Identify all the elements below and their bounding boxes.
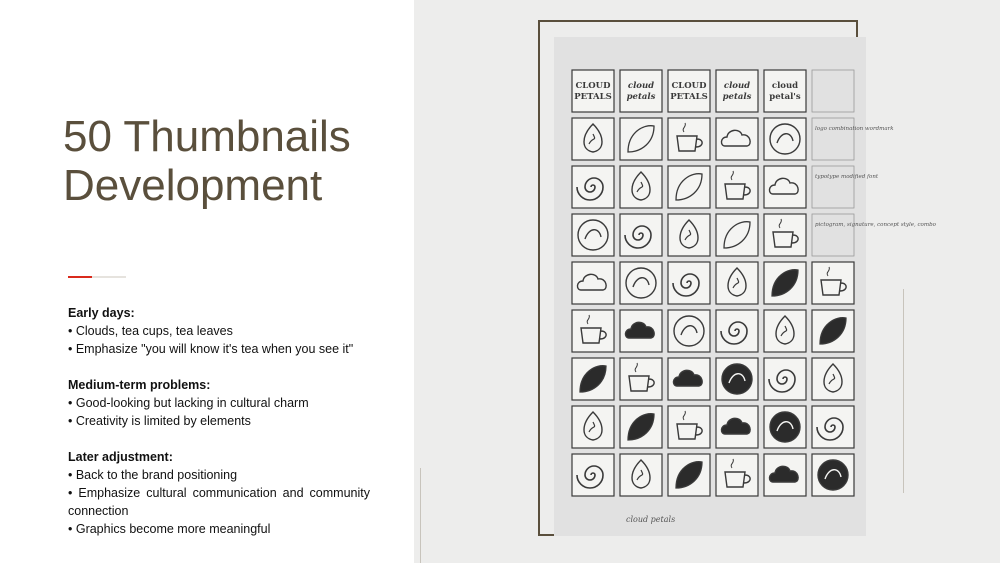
thumbnail-box bbox=[572, 166, 614, 208]
thumbnail-box bbox=[620, 118, 662, 160]
bullet-item: • Emphasize "you will know it's tea when you see it" bbox=[68, 342, 354, 356]
thumbnail-box bbox=[812, 406, 854, 448]
thumbnail-box bbox=[620, 70, 662, 112]
thumbnail-wordmark: petals bbox=[722, 92, 752, 102]
thumbnail-note: pictogram, signature, concept style, combo bbox=[815, 222, 936, 228]
thumbnail-box bbox=[716, 310, 758, 352]
thumbnail-box bbox=[716, 166, 758, 208]
thumbnail-wordmark: petals bbox=[626, 92, 656, 102]
bullet-item: • Emphasize cultural communication and community connection bbox=[68, 486, 370, 518]
thumbnail-box bbox=[812, 118, 854, 160]
bullet-item: • Good-looking but lacking in cultural charm bbox=[68, 396, 309, 410]
thumbnail-box bbox=[668, 118, 710, 160]
section-heading: Early days: bbox=[68, 306, 135, 320]
thumbnail-wordmark: petal's bbox=[769, 92, 801, 102]
circle-emblem-icon bbox=[818, 460, 848, 490]
thumbnail-box bbox=[668, 70, 710, 112]
circle-emblem-icon bbox=[722, 364, 752, 394]
thumbnail-box bbox=[716, 70, 758, 112]
thumbnail-box bbox=[812, 214, 854, 256]
thumbnail-wordmark: PETALS bbox=[574, 92, 612, 102]
thumbnail-box bbox=[764, 214, 806, 256]
page-title bbox=[63, 112, 351, 210]
section-heading: Medium-term problems: bbox=[68, 378, 211, 392]
title-line-2: Development bbox=[63, 161, 323, 210]
thumbnail-box bbox=[716, 454, 758, 496]
thumbnail-wordmark: cloud bbox=[771, 81, 799, 91]
thumbnail-sketch-sheet bbox=[554, 37, 936, 536]
thumbnail-box bbox=[572, 70, 614, 112]
title-line-1: 50 Thumbnails bbox=[63, 112, 351, 161]
section-early-days bbox=[68, 304, 370, 358]
signature-mark: cloud petals bbox=[626, 515, 676, 524]
section-later-adjustment bbox=[68, 448, 370, 538]
circle-emblem-icon bbox=[770, 412, 800, 442]
thumbnail-note: logo combination wordmark bbox=[815, 126, 894, 132]
thumbnail-note: typotype modified font bbox=[815, 174, 879, 180]
thumbnail-wordmark: CLOUD bbox=[575, 81, 611, 91]
bullet-item: • Creativity is limited by elements bbox=[68, 414, 251, 428]
divider-accent bbox=[68, 276, 92, 278]
thumbnail-wordmark: PETALS bbox=[670, 92, 708, 102]
thumbnail-box bbox=[764, 358, 806, 400]
decorative-line-right bbox=[903, 289, 904, 493]
section-medium-term-problems bbox=[68, 376, 370, 430]
body-text bbox=[68, 304, 370, 556]
thumbnail-box bbox=[812, 166, 854, 208]
thumbnail-wordmark: cloud bbox=[723, 81, 751, 91]
thumbnail-wordmark: CLOUD bbox=[671, 81, 707, 91]
thumbnail-wordmark: cloud bbox=[627, 81, 655, 91]
thumbnail-box bbox=[620, 214, 662, 256]
title-divider bbox=[68, 276, 126, 278]
thumbnail-box bbox=[812, 262, 854, 304]
decorative-line-left bbox=[420, 468, 421, 563]
thumbnail-box bbox=[668, 262, 710, 304]
thumbnail-box bbox=[668, 406, 710, 448]
bullet-item: • Graphics become more meaningful bbox=[68, 522, 271, 536]
bullet-item: • Clouds, tea cups, tea leaves bbox=[68, 324, 233, 338]
bullet-item: • Back to the brand positioning bbox=[68, 468, 238, 482]
thumbnail-box bbox=[620, 358, 662, 400]
thumbnail-box bbox=[572, 454, 614, 496]
thumbnail-box bbox=[764, 70, 806, 112]
thumbnail-box bbox=[716, 214, 758, 256]
thumbnail-box bbox=[572, 310, 614, 352]
thumbnail-box bbox=[812, 70, 854, 112]
thumbnail-grid bbox=[554, 37, 936, 536]
section-heading: Later adjustment: bbox=[68, 450, 173, 464]
thumbnail-box bbox=[668, 166, 710, 208]
